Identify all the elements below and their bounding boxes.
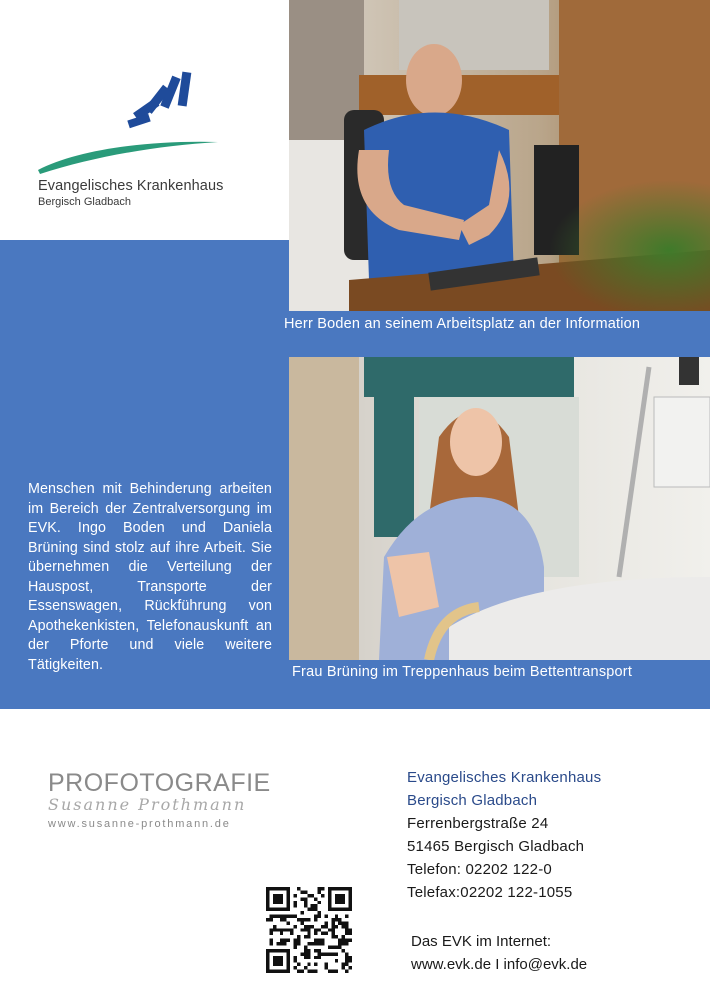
contact-org-line-1: Evangelisches Krankenhaus bbox=[407, 769, 602, 786]
contact-street: Ferrenbergstraße 24 bbox=[407, 815, 549, 832]
photographer-logo bbox=[48, 769, 271, 830]
internet-links[interactable]: www.evk.de I info@evk.de bbox=[411, 956, 588, 973]
photo-frau-bruening bbox=[289, 357, 710, 660]
body-text: Menschen mit Behinderung arbeiten im Bereich der Zentralversorgung im EVK. Ingo Boden und Daniela Brüning sind stolz auf ihre Arbeit. Sie übernehmen die Verteilung der Hauspost, Transporte der Essenswagen, Rückführung von Apothekenkisten, Telefonauskunft an der Pforte und viele weitere Tätigkeiten. bbox=[28, 481, 272, 673]
logo-name: Evangelisches Krankenhaus bbox=[38, 178, 224, 194]
photo-herr-boden bbox=[289, 0, 710, 311]
internet-block bbox=[411, 930, 587, 976]
contact-org-line-2: Bergisch Gladbach bbox=[407, 792, 538, 809]
contact-block bbox=[407, 766, 601, 904]
contact-fax: Telefax:02202 122-1055 bbox=[407, 884, 573, 901]
photographer-name: Susanne Prothmann bbox=[48, 795, 247, 814]
contact-phone[interactable]: Telefon: 02202 122-0 bbox=[407, 861, 552, 878]
qr-code-icon[interactable] bbox=[266, 887, 352, 973]
internet-label: Das EVK im Internet: bbox=[411, 933, 552, 950]
contact-city: 51465 Bergisch Gladbach bbox=[407, 838, 585, 855]
caption-photo-1: Herr Boden an seinem Arbeitsplatz an der Information bbox=[284, 316, 641, 332]
photographer-title: PROFOTOGRAFIE bbox=[48, 769, 271, 797]
logo-subtitle: Bergisch Gladbach bbox=[38, 196, 131, 208]
photographer-url[interactable]: www.susanne-prothmann.de bbox=[48, 818, 231, 830]
caption-photo-2: Frau Brüning im Treppenhaus beim Bettentransport bbox=[292, 664, 633, 680]
evk-logo bbox=[0, 0, 289, 240]
evk-logo-mark-icon bbox=[36, 68, 226, 178]
